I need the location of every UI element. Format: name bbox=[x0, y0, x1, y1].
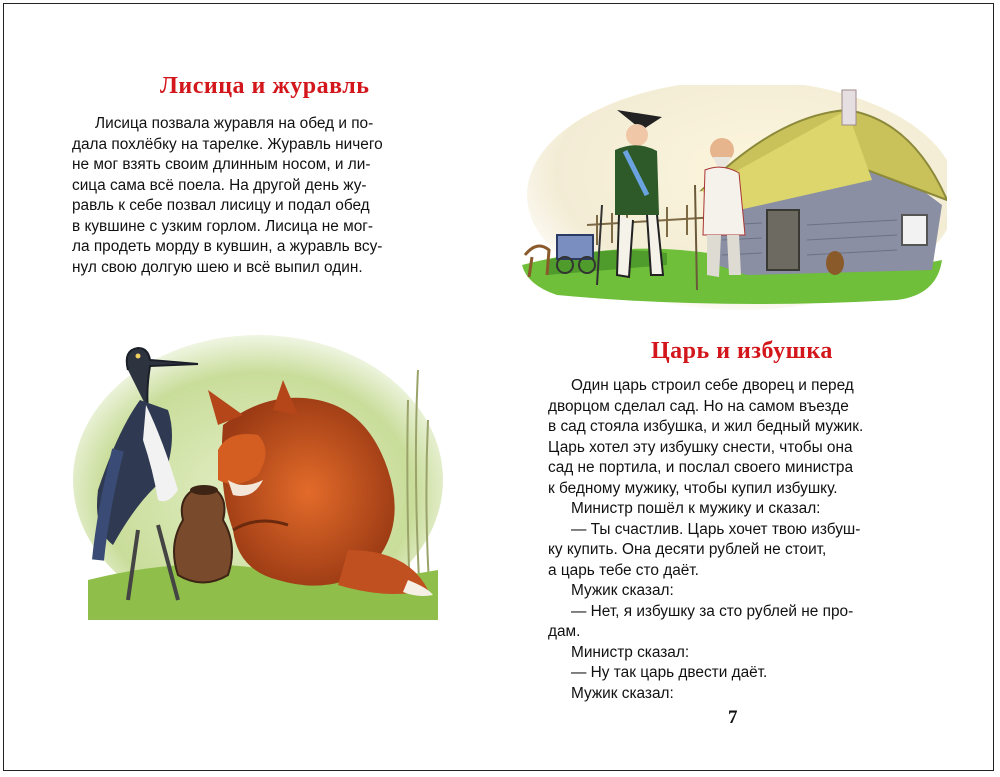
story-text-fox-and-crane bbox=[72, 114, 446, 278]
text-line: к бедному мужику, чтобы купил избушку. bbox=[548, 479, 838, 497]
text-line: — Нет, я избушку за сто рублей не про- bbox=[571, 602, 854, 620]
paragraph bbox=[548, 643, 922, 664]
text-line: ла продеть морду в кувшин, а журавль всу- bbox=[72, 238, 383, 255]
text-line: Мужик сказал: bbox=[571, 684, 674, 702]
paragraph bbox=[548, 376, 922, 499]
text-line: ку купить. Она десяти рублей не стоит, bbox=[548, 541, 827, 558]
text-line: Царь хотел эту избушку снести, чтобы она bbox=[548, 438, 853, 456]
text-line: дала похлёбку на тарелке. Журавль ничего bbox=[72, 135, 383, 153]
story-title-fox-and-crane: Лисица и журавль bbox=[160, 73, 370, 99]
text-line: нул свою долгую шею и всё выпил один. bbox=[72, 258, 363, 276]
text-line: равль к себе позвал лисицу и подал обед bbox=[72, 197, 370, 214]
text-line: сица сама всё поела. На другой день жу- bbox=[72, 176, 367, 194]
paragraph bbox=[548, 499, 922, 520]
text-line: — Ну так царь двести даёт. bbox=[571, 664, 768, 681]
fox-and-crane-illustration bbox=[68, 330, 448, 620]
story-title-tsar-and-hut: Царь и избушка bbox=[651, 338, 833, 364]
text-line: — Ты счастлив. Царь хочет твою избуш- bbox=[571, 520, 861, 538]
text-line: Мужик сказал: bbox=[571, 582, 674, 599]
text-line: не мог взять своим длинным носом, и ли- bbox=[72, 156, 371, 173]
text-line: Лисица позвала журавля на обед и по- bbox=[95, 115, 374, 132]
text-line: Министр сказал: bbox=[571, 643, 690, 661]
text-line: дворцом сделал сад. Но на самом въезде bbox=[548, 397, 849, 415]
paragraph bbox=[548, 684, 922, 705]
paragraph bbox=[548, 581, 922, 602]
text-line: в кувшине с узким горлом. Лисица не мог- bbox=[72, 217, 373, 235]
text-line: сад не портила, и послал своего министра bbox=[548, 459, 854, 476]
text-line: Министр пошёл к мужику и сказал: bbox=[571, 500, 821, 517]
paragraph bbox=[548, 663, 922, 684]
story-text-tsar-and-hut bbox=[548, 376, 922, 704]
paragraph bbox=[548, 520, 922, 582]
text-line: в сад стояла избушка, и жил бедный мужик. bbox=[548, 418, 864, 435]
text-line: дам. bbox=[548, 623, 581, 640]
page-number: 7 bbox=[728, 707, 738, 728]
text-line: а царь тебе сто даёт. bbox=[548, 561, 699, 579]
text-line: Один царь строил себе дворец и перед bbox=[571, 377, 854, 394]
tsar-and-hut-illustration bbox=[517, 85, 947, 310]
paragraph bbox=[548, 602, 922, 643]
